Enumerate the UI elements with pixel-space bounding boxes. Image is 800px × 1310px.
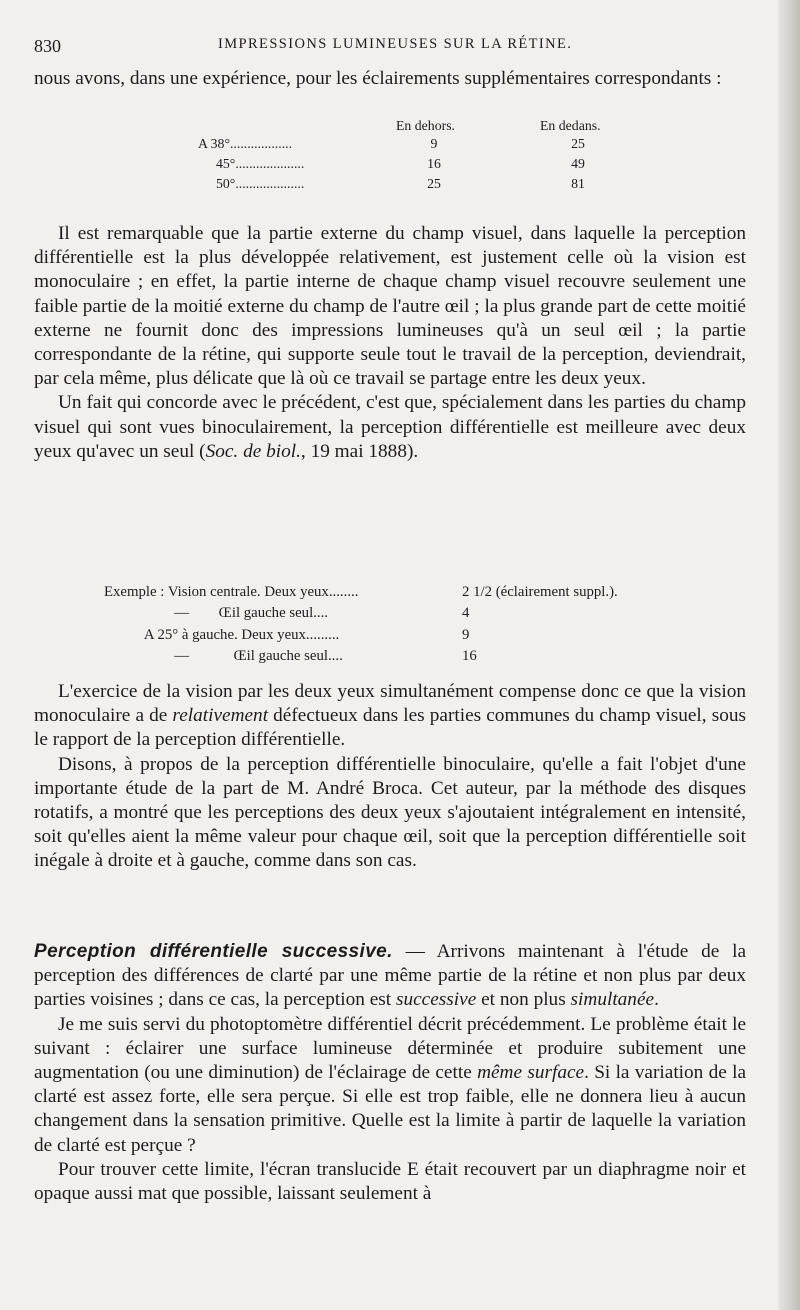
row-label: Exemple : Vision centrale. Deux yeux........ [104,584,359,600]
table-row [104,603,744,624]
paragraph-photoptometre: Je me suis servi du photoptomètre différentiel décrit précédemment. Le problème était le suivant : éclairer une surface lumineuse déterminée et produire subitement une augmentation (ou une diminution) de l'éclairage de cette même surface. Si la variation de la clarté est assez forte, elle sera perçue. Si elle est trop faible, elle ne donnera lieu à aucun changement dans la sensation primitive. Quelle est la limite à partir de laquelle la variation de clarté est perçue ? [34,1013,747,1156]
row-value: 9 [462,626,470,643]
row-value-dehors: 9 [430,136,438,151]
col-header-dehors: En dehors. [396,118,456,133]
page-number: 830 [34,36,61,56]
row-label: 50°.................... [216,176,305,191]
col-header-dedans: En dedans. [540,118,601,133]
paragraph-monoculaire: Il est remarquable que la partie externe du champ visuel, dans laquelle la perception différentielle est la plus développée relativement, est justement celle où la vision est monoculaire ; en effet, la partie interne de chaque champ visuel recouvre seulement une faible partie de la moitié externe du champ de l'autre œil ; la plus grande part de cette moitié externe ne fournit donc des impressions lumineuses qu'à un seul œil ; la partie correspondante de la rétine, qui supporte seule tout le travail de la perception, deviendrait, par cela même, plus délicate que là où ce travail se partage entre les deux yeux. [34,223,746,390]
row-value-dehors: 25 [427,176,441,191]
row-label: 45°.................... [216,156,305,171]
row-label: A 38°.................. [198,136,293,151]
table-eclairements [190,114,610,194]
running-title: IMPRESSIONS LUMINEUSES SUR LA RÉTINE. [218,36,573,52]
paragraph-limite: Pour trouver cette limite, l'écran translucide E était recouvert par un diaphragme noir et opaque aussi mat que possible, laissant seulement à [34,1158,746,1205]
row-value: 2 1/2 (éclairement suppl.). [462,584,618,600]
citation: Soc. de biol. [205,440,301,462]
paragraph-successive: Perception différentielle successive. — Arrivons maintenant à l'étude de la perception des différences de clarté par une même partie de la rétine et non plus par deux parties voisines ; dans ce cas, la perception est successive et non plus simultanée. [34,941,746,1011]
paragraph-binoculaire: Un fait qui concorde avec le précédent, c'est que, spécialement dans les parties du champ visuel qui sont vues binoculairement, la perception différentielle est meilleure avec deux yeux qu'avec un seul (Soc. de biol., 19 mai 1888). [34,392,746,462]
table-row [190,154,610,174]
row-value-dedans: 81 [571,176,585,191]
body-block-3 [34,940,746,1206]
body-block-1 [34,222,746,464]
page-header [34,36,734,60]
page-edge-shadow [778,0,800,1310]
table-header-row [190,114,610,134]
table-exemple [104,582,744,667]
row-value: 4 [462,605,470,622]
row-label: — Œil gauche seul.... [104,647,343,664]
table-row [104,582,744,603]
row-value: 16 [462,647,477,664]
row-label: A 25° à gauche. Deux yeux......... [104,626,340,643]
table-row [190,174,610,194]
row-label: — Œil gauche seul.... [104,605,328,622]
paragraph-broca: Disons, à propos de la perception différentielle binoculaire, qu'elle a fait l'objet d'une importante étude de la part de M. André Broca. Cet auteur, par la méthode des disques rotatifs, a montré que les perceptions des deux yeux s'ajoutaient intégralement en intensité, soit qu'elles aient la même valeur pour chaque œil, soit que la perception différentielle soit inégale à droite et à gauche, comme dans son cas. [34,753,746,872]
row-value-dedans: 25 [571,136,585,151]
table-row [104,646,744,667]
table-row [190,134,610,154]
row-value-dedans: 49 [571,156,585,171]
section-heading: Perception différentielle successive. [34,941,393,962]
table-row [104,625,744,646]
paragraph-exercice: L'exercice de la vision par les deux yeux simultanément compense donc ce que la vision monoculaire a de relativement défectueux dans les parties communes du champ visuel, sous le rapport de la perception différentielle. [34,681,746,751]
intro-paragraph [34,67,746,91]
row-value-dehors: 16 [427,156,441,171]
body-block-2 [34,680,746,874]
intro-text: nous avons, dans une expérience, pour les éclairements supplémentaires correspondants : [34,68,722,89]
